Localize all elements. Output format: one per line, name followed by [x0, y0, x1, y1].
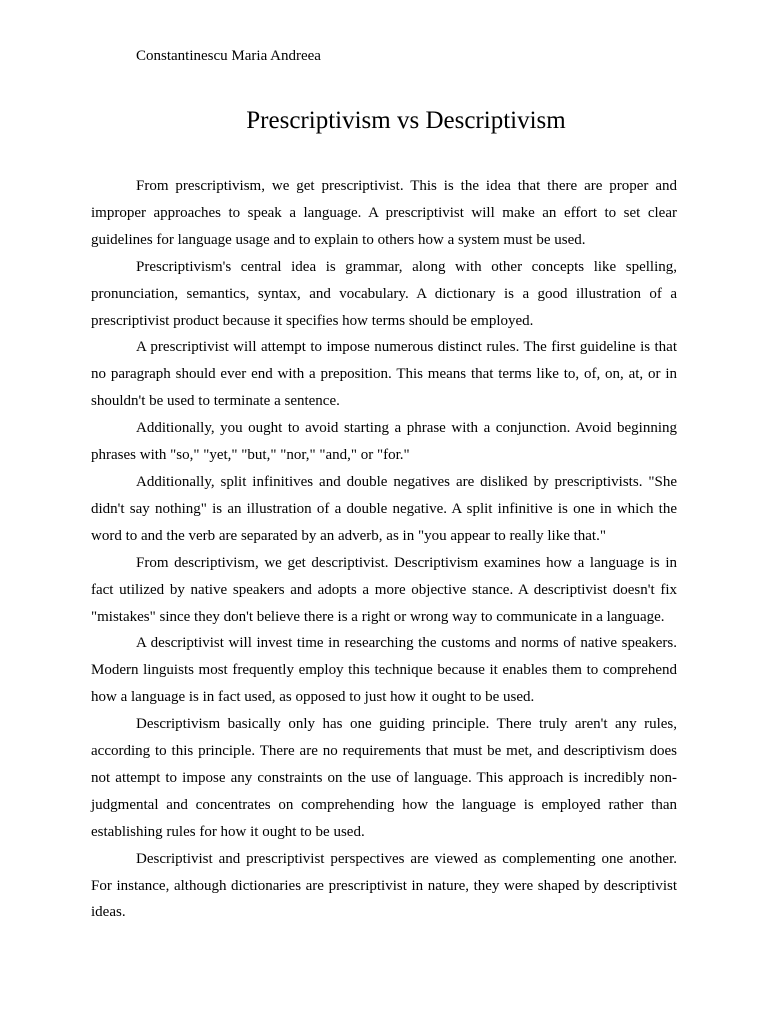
- paragraph: Descriptivist and prescriptivist perspectives are viewed as complementing one another. For instance, although dictionaries are prescriptivist in nature, they were shaped by descriptivist ideas.: [91, 850, 677, 921]
- paragraph: Additionally, you ought to avoid starting a phrase with a conjunction. Avoid beginning phrases with "so," "yet," "but," "nor," "and," or "for.": [91, 420, 677, 464]
- paragraph: Additionally, split infinitives and double negatives are disliked by prescriptivists. "She didn't say nothing" is an illustration of a double negative. A split infinitive is one in which the word to and the verb are separated by an adverb, as in "you appear to really like that.": [91, 473, 677, 544]
- paragraph: From descriptivism, we get descriptivist. Descriptivism examines how a language is in fact utilized by native speakers and adopts a more objective stance. A descriptivist doesn't fix "mistakes" since they don't believe there is a right or wrong way to communicate in a language.: [91, 554, 677, 625]
- paragraph: A descriptivist will invest time in researching the customs and norms of native speakers. Modern linguists most frequently employ this technique because it enables them to comprehend how a language is in fact used, as opposed to just how it ought to be used.: [91, 635, 677, 706]
- paragraph: Descriptivism basically only has one guiding principle. There truly aren't any rules, according to this principle. There are no requirements that must be met, and descriptivism does not attempt to impose any constraints on the use of language. This approach is incredibly non-judgmental and concentrates on comprehending how the language is employed rather than establishing rules for how it ought to be used.: [91, 716, 677, 840]
- author-name: Constantinescu Maria Andreea: [136, 48, 321, 64]
- paragraph: Prescriptivism's central idea is grammar, along with other concepts like spelling, pronunciation, semantics, syntax, and vocabulary. A dictionary is a good illustration of a prescriptivist product because it specifies how terms should be employed.: [91, 258, 677, 329]
- document-body: [91, 173, 677, 926]
- paragraph: A prescriptivist will attempt to impose numerous distinct rules. The first guideline is that no paragraph should ever end with a preposition. This means that terms like to, of, on, at, or in shouldn't be used to terminate a sentence.: [91, 339, 677, 410]
- paragraph: From prescriptivism, we get prescriptivist. This is the idea that there are proper and improper approaches to speak a language. A prescriptivist will make an effort to set clear guidelines for language usage and to explain to others how a system must be used.: [91, 178, 677, 248]
- document-title: Prescriptivism vs Descriptivism: [246, 107, 566, 134]
